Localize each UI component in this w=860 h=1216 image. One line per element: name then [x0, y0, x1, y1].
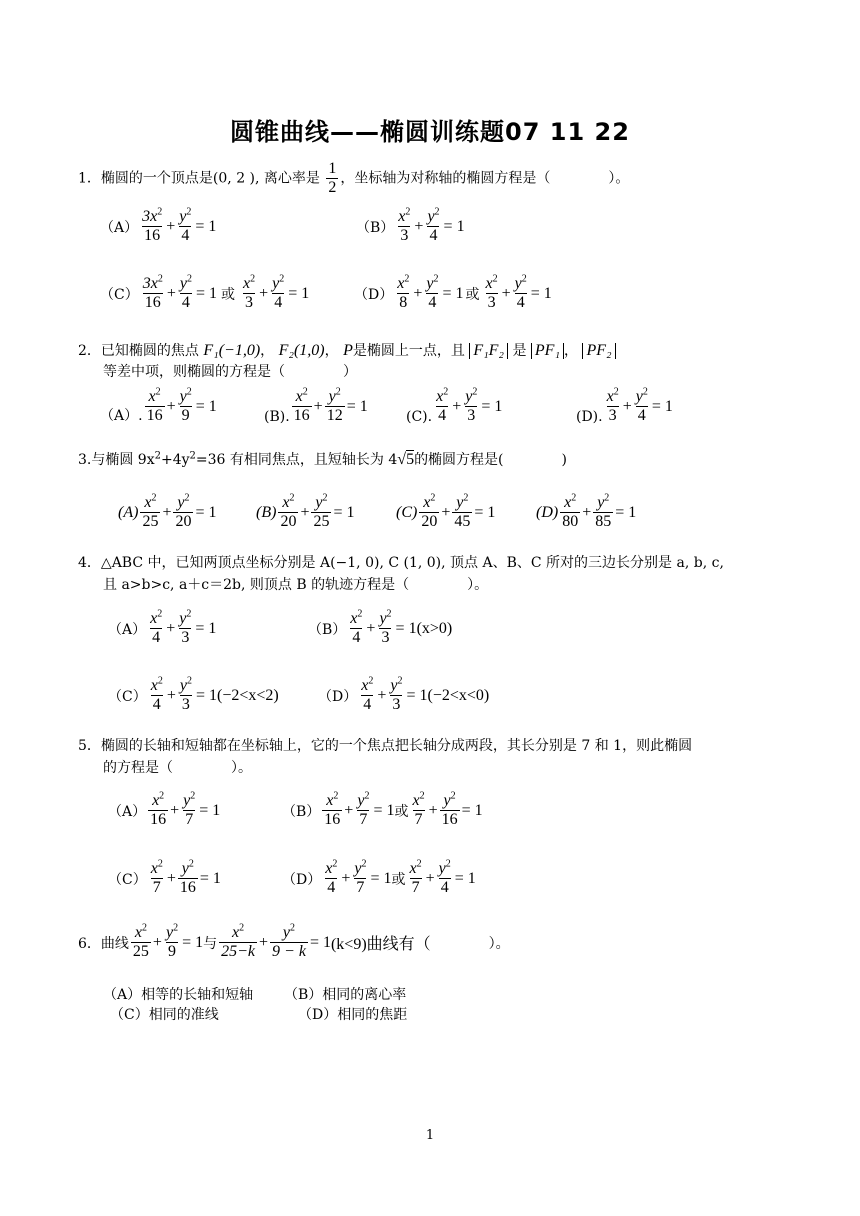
focus-1: F₁(−1,0) [203, 342, 261, 359]
option-label: （C） [108, 688, 147, 705]
option-label: (B). [264, 409, 290, 425]
fraction: $\frac{x^2}{4}$ [361, 675, 374, 713]
option-label: （C） [100, 286, 139, 303]
option-label: （D） [354, 286, 394, 303]
option-label: （A）. [100, 408, 143, 424]
q1-frac-num: 1 [328, 160, 337, 177]
question-2: 2．已知椭圆的焦点 F₁(−1,0)， F₂(1,0)， P是椭圆上一点，且 F₁F₂ 是 PF₁ ， PF₂ [78, 341, 616, 361]
fraction: $\frac{x^2}{3}$ [485, 273, 498, 311]
q2-text-2: 是椭圆上一点，且 [352, 343, 465, 359]
q6-option-b[interactable]: （B）相同的离心率 [284, 987, 407, 1003]
fraction: $\frac{y^2}{3}$ [379, 608, 392, 646]
fraction: $\frac{y^2}{4}$ [514, 273, 527, 311]
option-label: （A） [108, 621, 147, 638]
question-5-line-2: 的方程是（ ）。 [103, 760, 252, 776]
fraction: $\frac{x^2}{7}$ [150, 858, 163, 896]
q1-text: 椭圆的一个顶点是(0, 2 ), 离心率是 [100, 170, 320, 187]
q5-line-1: 椭圆的长轴和短轴都在坐标轴上，它的一个焦点把长轴分成两段，其长分别是 7 和 1，则此椭圆 [100, 738, 693, 754]
q5-line-2: 的方程是（ [103, 760, 173, 776]
option-label: （A） [108, 803, 147, 820]
q1-fraction [326, 160, 338, 197]
question-6: 6． 曲线 $\frac{x^2}{25}$ + $\frac{y^2}{9}$ = 1 与 $\frac{x^2}{25-k}$ + $\frac{y^2}{9 - k}$ = 1 (k<9)曲线有（ ）。 [78, 922, 510, 960]
fraction: $\frac{y^2}{3}$ [465, 386, 478, 424]
abs-pf1: PF₁ [531, 343, 564, 359]
fraction: $\frac{y^2}{4}$ [426, 273, 439, 311]
fraction: $\frac{x^2}{80}$ [562, 492, 579, 530]
question-1 [78, 160, 629, 197]
fraction: $\frac{y^2}{16}$ [179, 858, 196, 896]
fraction: $\frac{y^2}{4}$ [438, 858, 451, 896]
fraction: $\frac{x^2}{20}$ [421, 492, 438, 530]
fraction: $\frac{y^2}{3}$ [390, 675, 403, 713]
q2-text: 已知椭圆的焦点 [100, 343, 199, 359]
option-label: (A) [118, 503, 139, 521]
fraction: $\frac{x^2}{16}$ [324, 790, 341, 828]
q3-option-c[interactable]: (C) $\frac{x^2}{20}$ + $\frac{y^2}{45}$ = 1 [396, 492, 496, 530]
fraction: $\frac{x^2}{16}$ [293, 386, 310, 424]
fraction: $\frac{x^2}{16}$ [150, 790, 167, 828]
fraction: $\frac{y^2}{25}$ [313, 492, 330, 530]
option-label: （B） [282, 803, 321, 820]
option-label: （A） [100, 219, 139, 236]
fraction: $\frac{x^2}{3}$ [243, 273, 256, 311]
fraction: $\frac{y^2}{7}$ [354, 858, 367, 896]
sqrt-symbol: √5 [397, 451, 415, 468]
fraction: $\frac{x^2}{4}$ [150, 675, 163, 713]
fraction: $\frac{x^2}{4}$ [150, 608, 163, 646]
fraction: $\frac{x^2}{25}$ [142, 492, 159, 530]
q5-option-d[interactable]: （D） $\frac{x^2}{4}$ + $\frac{y^2}{7}$ = 1 或 $\frac{x^2}{7}$ + $\frac{y^2}{4}$ = 1 [282, 858, 476, 896]
option-label: （B） [356, 219, 395, 236]
question-3: 3.与椭圆 $9x^2+4y^2=36$ 有相同焦点，且短轴长为 4√5的椭圆方程是( ) [78, 450, 567, 468]
fraction: $\frac{y^2}{12}$ [326, 386, 343, 424]
q5-option-c[interactable]: （C） $\frac{x^2}{7}$ + $\frac{y^2}{16}$ = 1 [108, 858, 221, 896]
q4-option-c[interactable]: （C） $\frac{x^2}{4}$ + $\frac{y^2}{3}$ = 1 (−2<x<2) [108, 675, 279, 713]
option-label: (D) [536, 503, 559, 521]
option-label: (C). [406, 409, 433, 425]
fraction: $\frac{y^2}{3}$ [179, 608, 192, 646]
question-4: 4．△ABC 中，已知两顶点坐标分别是 A(−1, 0), C (1, 0), 顶点 A、B、C 所对的三边长分别是 a, b, c, [78, 555, 724, 571]
q6-option-a[interactable]: （A）相等的长轴和短轴 [103, 987, 254, 1003]
q4-option-b[interactable]: （B） $\frac{x^2}{4}$ + $\frac{y^2}{3}$ = 1 (x>0) [308, 608, 453, 646]
q6-text: 曲线 [100, 935, 129, 952]
fraction: $\frac{y^2}{4}$ [179, 273, 192, 311]
fraction: $\frac{x^2}{4}$ [350, 608, 363, 646]
fraction: $\frac{3x^2}{16}$ [142, 273, 163, 311]
abs-f1f2: F₁F₂ [469, 343, 508, 359]
fraction: $\frac{x^2}{16}$ [146, 386, 163, 424]
fraction: $\frac{x^2}{3}$ [398, 206, 411, 244]
fraction: $\frac{x^2}{4}$ [325, 858, 338, 896]
fraction: $\frac{y^2}{7}$ [357, 790, 370, 828]
fraction: $\frac{x^2}{7}$ [409, 858, 422, 896]
fraction: $\frac{y^2}{45}$ [454, 492, 471, 530]
fraction: $\frac{y^2}{9 - k}$ [272, 922, 306, 960]
q5-option-a[interactable]: （A） $\frac{x^2}{16}$ + $\frac{y^2}{7}$ = 1 [108, 790, 221, 828]
q2-number: 2． [78, 343, 101, 359]
fraction: $\frac{y^2}{7}$ [183, 790, 196, 828]
fraction: $\frac{x^2}{3}$ [606, 386, 619, 424]
fraction: $\frac{3x^2}{16}$ [142, 206, 163, 244]
option-label: (D). [576, 409, 603, 425]
fraction: $\frac{y^2}{4}$ [635, 386, 648, 424]
focus-2: F₂(1,0) [278, 342, 325, 359]
fraction: $\frac{y^2}{4}$ [179, 206, 192, 244]
option-label: (B) [256, 503, 277, 521]
q1-text-2: ，坐标轴为对称轴的椭圆方程是（ [340, 170, 551, 187]
q2-line-2: 等差中项，则椭圆的方程是（ [103, 364, 285, 380]
q2-option-a[interactable]: （A）. $\frac{x^2}{16}$ + $\frac{y^2}{9}$ = 1 [100, 386, 217, 424]
fraction: $\frac{x^2}{20}$ [280, 492, 297, 530]
q1-option-c[interactable]: （C） $\frac{3x^2}{16}$ + $\frac{y^2}{4}$ = 1 或 $\frac{x^2}{3}$ + $\frac{y^2}{4}$ = 1 [100, 273, 310, 311]
q2-option-b[interactable]: (B). $\frac{x^2}{16}$ + $\frac{y^2}{12}$ = 1 [264, 386, 368, 425]
q1-text-3: ）。 [608, 170, 630, 187]
page-number: 1 [425, 1128, 435, 1143]
option-label: （D） [318, 688, 358, 705]
fraction: $\frac{x^2}{7}$ [412, 790, 425, 828]
q3-option-b[interactable]: (B) $\frac{x^2}{20}$ + $\frac{y^2}{25}$ = 1 [256, 492, 355, 530]
q4-option-d[interactable]: （D） $\frac{x^2}{4}$ + $\frac{y^2}{3}$ = 1 (−2<x<0) [318, 675, 490, 713]
q3-option-a[interactable]: (A) $\frac{x^2}{25}$ + $\frac{y^2}{20}$ = 1 [118, 492, 217, 530]
q2-option-c[interactable]: (C). $\frac{x^2}{4}$ + $\frac{y^2}{3}$ = 1 [406, 386, 503, 425]
fraction: $\frac{y^2}{20}$ [175, 492, 192, 530]
question-2-line-2: 等差中项，则椭圆的方程是（ ） [103, 364, 357, 380]
q1-number: 1． [78, 170, 101, 187]
q5-option-b[interactable]: （B） $\frac{x^2}{16}$ + $\frac{y^2}{7}$ = 1 或 $\frac{x^2}{7}$ + $\frac{y^2}{16}$ = 1 [282, 790, 483, 828]
q1-option-d[interactable]: （D） $\frac{x^2}{8}$ + $\frac{y^2}{4}$ = 1 或 $\frac{x^2}{3}$ + $\frac{y^2}{4}$ = 1 [354, 273, 552, 311]
q3-option-d[interactable]: (D) $\frac{x^2}{80}$ + $\frac{y^2}{85}$ = 1 [536, 492, 637, 530]
fraction: $\frac{y^2}{4}$ [427, 206, 440, 244]
fraction: $\frac{x^2}{4}$ [436, 386, 449, 424]
fraction: $\frac{y^2}{9}$ [165, 922, 179, 960]
q4-option-a[interactable]: （A） $\frac{x^2}{4}$ + $\frac{y^2}{3}$ = 1 [108, 608, 217, 646]
page-title: 圆锥曲线——椭圆训练题07 11 22 [230, 118, 630, 146]
q6-option-c[interactable]: （C）相同的准线 [110, 1007, 219, 1023]
q1-option-b[interactable]: （B） $\frac{x^2}{3}$ + $\frac{y^2}{4}$ = 1 [356, 206, 465, 244]
abs-pf2: PF₂ [582, 343, 615, 359]
fraction: $\frac{y^2}{4}$ [272, 273, 285, 311]
fraction: $\frac{y^2}{85}$ [595, 492, 612, 530]
fraction: $\frac{y^2}{16}$ [441, 790, 458, 828]
point-p: P [343, 342, 353, 359]
q2-option-d[interactable]: (D). $\frac{x^2}{3}$ + $\frac{y^2}{4}$ = 1 [576, 386, 673, 425]
q1-option-a[interactable]: （A） $\frac{3x^2}{16}$ + $\frac{y^2}{4}$ = 1 [100, 206, 217, 244]
fraction: $\frac{x^2}{25-k}$ [221, 922, 255, 960]
option-label: (C) [396, 503, 418, 521]
option-label: （B） [308, 621, 347, 638]
option-label: （D） [282, 871, 322, 888]
fraction: $\frac{y^2}{3}$ [179, 675, 192, 713]
q6-option-d[interactable]: （D）相同的焦距 [298, 1007, 408, 1023]
fraction: $\frac{x^2}{8}$ [397, 273, 410, 311]
fraction: $\frac{x^2}{25}$ [132, 922, 149, 960]
q4-line-1: △ABC 中，已知两顶点坐标分别是 A(−1, 0), C (1, 0), 顶点 A、B、C 所对的三边长分别是 a, b, c, [100, 555, 724, 571]
option-label: （C） [108, 871, 147, 888]
question-5: 5．椭圆的长轴和短轴都在坐标轴上，它的一个焦点把长轴分成两段，其长分别是 7 和 1，则此椭圆 [78, 738, 693, 754]
question-4-line-2: 且 a>b>c, a＋c＝2b, 则顶点 B 的轨迹方程是（ ）。 [103, 577, 489, 593]
q1-frac-den: 2 [328, 179, 337, 196]
q3-text: 3.与椭圆 9x [78, 452, 155, 468]
q4-line-2: 且 a>b>c, a＋c＝2b, 则顶点 B 的轨迹方程是（ [103, 577, 410, 593]
fraction: $\frac{y^2}{9}$ [179, 386, 192, 424]
